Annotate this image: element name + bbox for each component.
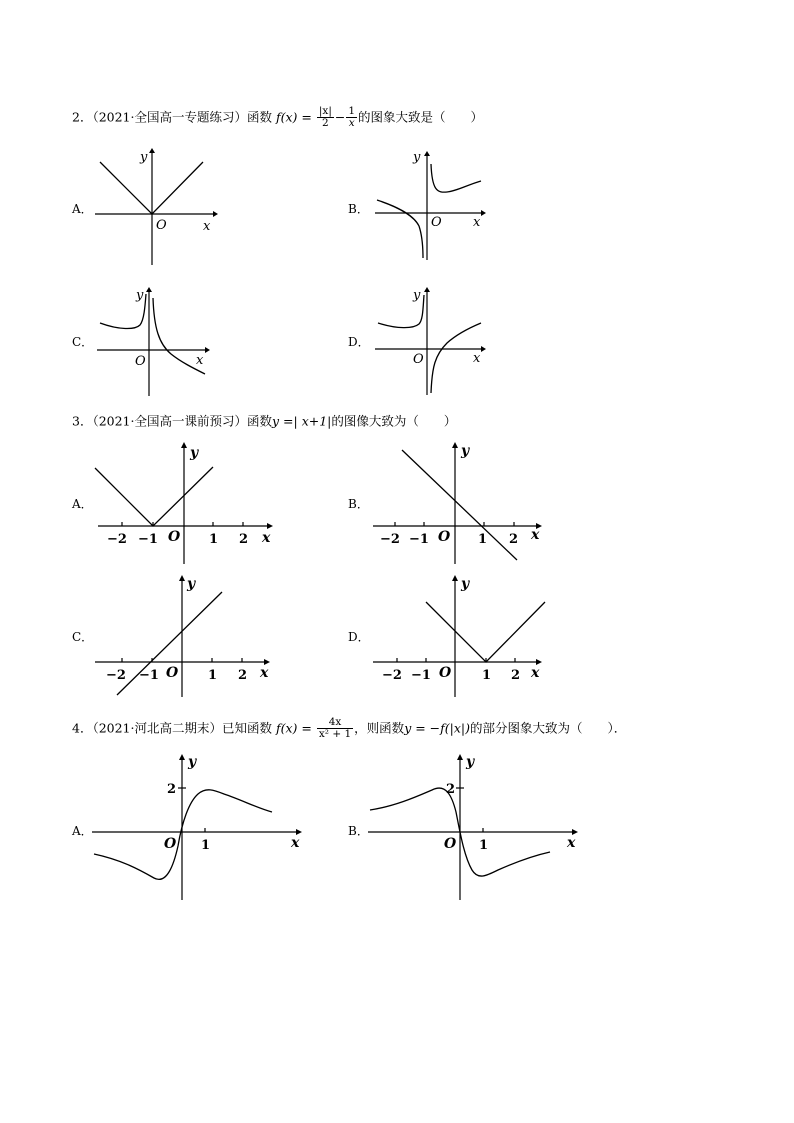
fraction: $\frac{|x|}{2}$ xyxy=(318,105,332,129)
option-b-label: B． xyxy=(348,824,369,838)
tick-label: 1 xyxy=(208,668,218,683)
x-axis-label: x xyxy=(291,835,300,851)
y-axis-label: y xyxy=(187,576,196,592)
x-axis-label: x xyxy=(531,527,540,543)
option-d-label: D． xyxy=(348,335,370,349)
y-axis-label: y xyxy=(188,754,197,770)
question-number: 2． xyxy=(72,109,93,125)
question-source: （2021·河北高二期末） xyxy=(92,720,222,736)
curve xyxy=(426,602,545,662)
origin-label: O xyxy=(439,665,452,681)
tick-label: −1 xyxy=(411,668,431,683)
q2-graph-b xyxy=(375,148,490,263)
y-axis-label: y xyxy=(136,288,144,303)
option-c-label: C． xyxy=(72,335,94,349)
tick-label: −1 xyxy=(139,668,159,683)
fraction: $\frac{4x}{\text{x² + 1}}$ xyxy=(318,716,352,740)
y-axis-label: y xyxy=(140,150,148,165)
option-b-label: B． xyxy=(348,497,369,511)
origin-label: O xyxy=(135,354,146,369)
tick-label: 2 xyxy=(509,532,519,547)
q3-graph-a xyxy=(95,440,280,565)
x-axis-label: x xyxy=(531,665,540,681)
x-axis-label: x xyxy=(473,351,481,366)
y-axis-label: y xyxy=(413,288,421,303)
y-axis-label: y xyxy=(466,754,475,770)
q3-graph-b xyxy=(370,440,555,565)
fraction: $\frac{1}{x}$ xyxy=(348,105,356,129)
tick-label: 2 xyxy=(167,782,177,797)
tick-label: 1 xyxy=(209,532,219,547)
tick-label: 2 xyxy=(446,782,456,797)
y-axis-label: y xyxy=(461,443,470,459)
q4-graph-a xyxy=(92,752,307,902)
origin-label: O xyxy=(156,218,167,233)
question-2-stem: 2．（2021·全国高一专题练习）函数 f(x) = $\frac{|x|}{2}$ − $\frac{1}{x}$ 的图象大致是（ ） xyxy=(72,105,484,129)
question-4-stem: 4．（2021·河北高二期末）已知函数 f(x) = $\frac{4x}{\text{x² + 1}}$ ，则函数y = −f(|x|)的部分图象大致为（ ）． xyxy=(72,716,627,740)
tick-label: 2 xyxy=(238,668,248,683)
question-source: （2021·全国高一专题练习） xyxy=(92,109,247,125)
tick-label: −2 xyxy=(107,532,127,547)
tick-label: −1 xyxy=(409,532,429,547)
tick-label: −2 xyxy=(380,532,400,547)
origin-label: O xyxy=(444,836,457,852)
curve xyxy=(95,467,213,526)
tick-label: 1 xyxy=(478,532,488,547)
option-a-label: A． xyxy=(72,824,93,838)
q2-graph-c xyxy=(97,282,212,397)
question-source: （2021·全国高一课前预习） xyxy=(92,413,247,429)
y-axis-label: y xyxy=(190,445,199,461)
y-axis-label: y xyxy=(461,576,470,592)
x-axis-label: x xyxy=(260,665,269,681)
origin-label: O xyxy=(164,836,177,852)
origin-label: O xyxy=(168,529,181,545)
x-axis-label: x xyxy=(196,353,204,368)
tick-label: −1 xyxy=(138,532,158,547)
tick-label: 1 xyxy=(479,838,489,853)
tick-label: −2 xyxy=(106,668,126,683)
option-b-label: B． xyxy=(348,202,369,216)
q3-graph-c xyxy=(92,573,277,698)
tick-label: 1 xyxy=(482,668,492,683)
question-number: 3． xyxy=(72,413,93,429)
option-a-label: A． xyxy=(72,202,93,216)
question-3-stem: 3．（2021·全国高一课前预习）函数y =| x+1|的图像大致为（ ） xyxy=(72,413,457,429)
question-number: 4． xyxy=(72,720,93,736)
q2-graph-a xyxy=(95,145,215,270)
origin-label: O xyxy=(166,665,179,681)
option-c-label: C． xyxy=(72,630,94,644)
x-axis-label: x xyxy=(473,215,481,230)
q4-graph-b xyxy=(368,752,583,902)
tick-label: −2 xyxy=(382,668,402,683)
curve xyxy=(94,790,272,880)
x-axis-label: x xyxy=(262,530,271,546)
option-a-label: A． xyxy=(72,497,93,511)
q2-graph-d xyxy=(375,283,490,398)
x-axis-label: x xyxy=(567,835,576,851)
origin-label: O xyxy=(413,352,424,367)
x-axis-label: x xyxy=(203,219,211,234)
origin-label: O xyxy=(431,215,442,230)
y-axis-label: y xyxy=(413,150,421,165)
curve-left-branch xyxy=(377,200,423,258)
option-d-label: D． xyxy=(348,630,370,644)
tick-label: 1 xyxy=(201,838,211,853)
tick-label: 2 xyxy=(511,668,521,683)
q3-graph-d xyxy=(370,573,555,698)
curve-right-branch xyxy=(431,164,481,192)
origin-label: O xyxy=(438,529,451,545)
tick-label: 2 xyxy=(239,532,249,547)
